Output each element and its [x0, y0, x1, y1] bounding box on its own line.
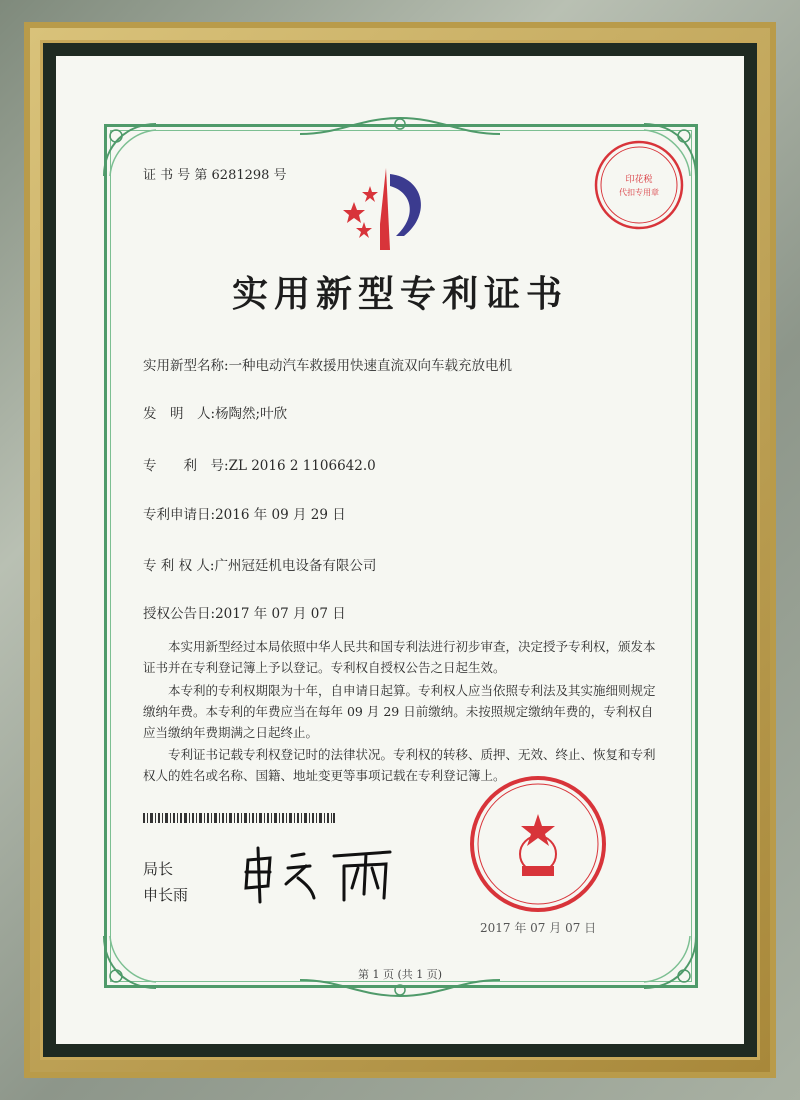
issue-date: 2017 年 07 月 07 日: [480, 921, 597, 935]
field-value: 杨陶然;叶欣: [215, 406, 288, 422]
field-label: 实用新型名称:: [143, 358, 229, 374]
page-info: 第 1 页 (共 1 页): [357, 968, 443, 981]
corner-ornament-icon: [96, 926, 166, 996]
top-ornament-icon: [300, 114, 500, 140]
svg-text:印花税: 印花税: [625, 175, 653, 185]
body-paragraph: 本专利的专利权期限为十年，自申请日起算。专利权人应当依照专利法及其实施细则规定缴纳年费。本专利的年费应当在每年 09 月 29 日前缴纳。未按照规定缴纳年费的，专利权自应当缴纳年费期满之日起终止。: [143, 683, 656, 740]
field-value: 广州冠廷机电设备有限公司: [214, 558, 377, 574]
field-patent-number: [143, 454, 376, 474]
field-label: 专利申请日:: [143, 507, 216, 523]
certificate-number: 证 书 号 第 6281298 号: [143, 168, 287, 183]
field-inventor: [143, 402, 287, 422]
field-grant-date: [143, 602, 346, 622]
field-label: 授权公告日:: [143, 606, 216, 622]
field-patentee: [143, 554, 376, 574]
field-value: ZL 2016 2 1106642.0: [228, 458, 376, 474]
corner-ornament-icon: [634, 926, 704, 996]
certificate-paper: [56, 56, 744, 1044]
field-label: 发 明 人:: [143, 406, 216, 422]
signatory-title: 局长: [143, 860, 174, 878]
field-application-date: [143, 503, 346, 523]
signatory-name: 申长雨: [143, 886, 189, 904]
national-ipa-seal-icon: [468, 774, 608, 914]
field-value: 2016 年 09 月 29 日: [215, 507, 346, 523]
patent-office-logo-icon: [340, 164, 440, 254]
certificate-title: 实用新型专利证书: [231, 274, 568, 315]
field-value: 2017 年 07 月 07 日: [215, 606, 346, 622]
body-paragraph: 专利证书记载专利权登记时的法律状况。专利权的转移、质押、无效、终止、恢复和专利权人的姓名或名称、国籍、地址变更等事项记载在专利登记簿上。: [143, 747, 656, 783]
signature-icon: [240, 846, 410, 906]
barcode-icon: [143, 813, 335, 823]
field-label: 专 利 权 人:: [143, 558, 215, 574]
body-paragraph: 本实用新型经过本局依照中华人民共和国专利法进行初步审查，决定授予专利权，颁发本证书并在专利登记簿上予以登记。专利权自授权公告之日起生效。: [143, 639, 656, 675]
field-utility-model-name: [143, 354, 512, 374]
svg-text:代扣专用章: 代扣专用章: [619, 188, 659, 197]
field-value: 一种电动汽车救援用快速直流双向车载充放电机: [228, 358, 513, 374]
tax-stamp-seal-icon: [592, 138, 686, 232]
field-label: 专 利 号:: [143, 458, 229, 474]
